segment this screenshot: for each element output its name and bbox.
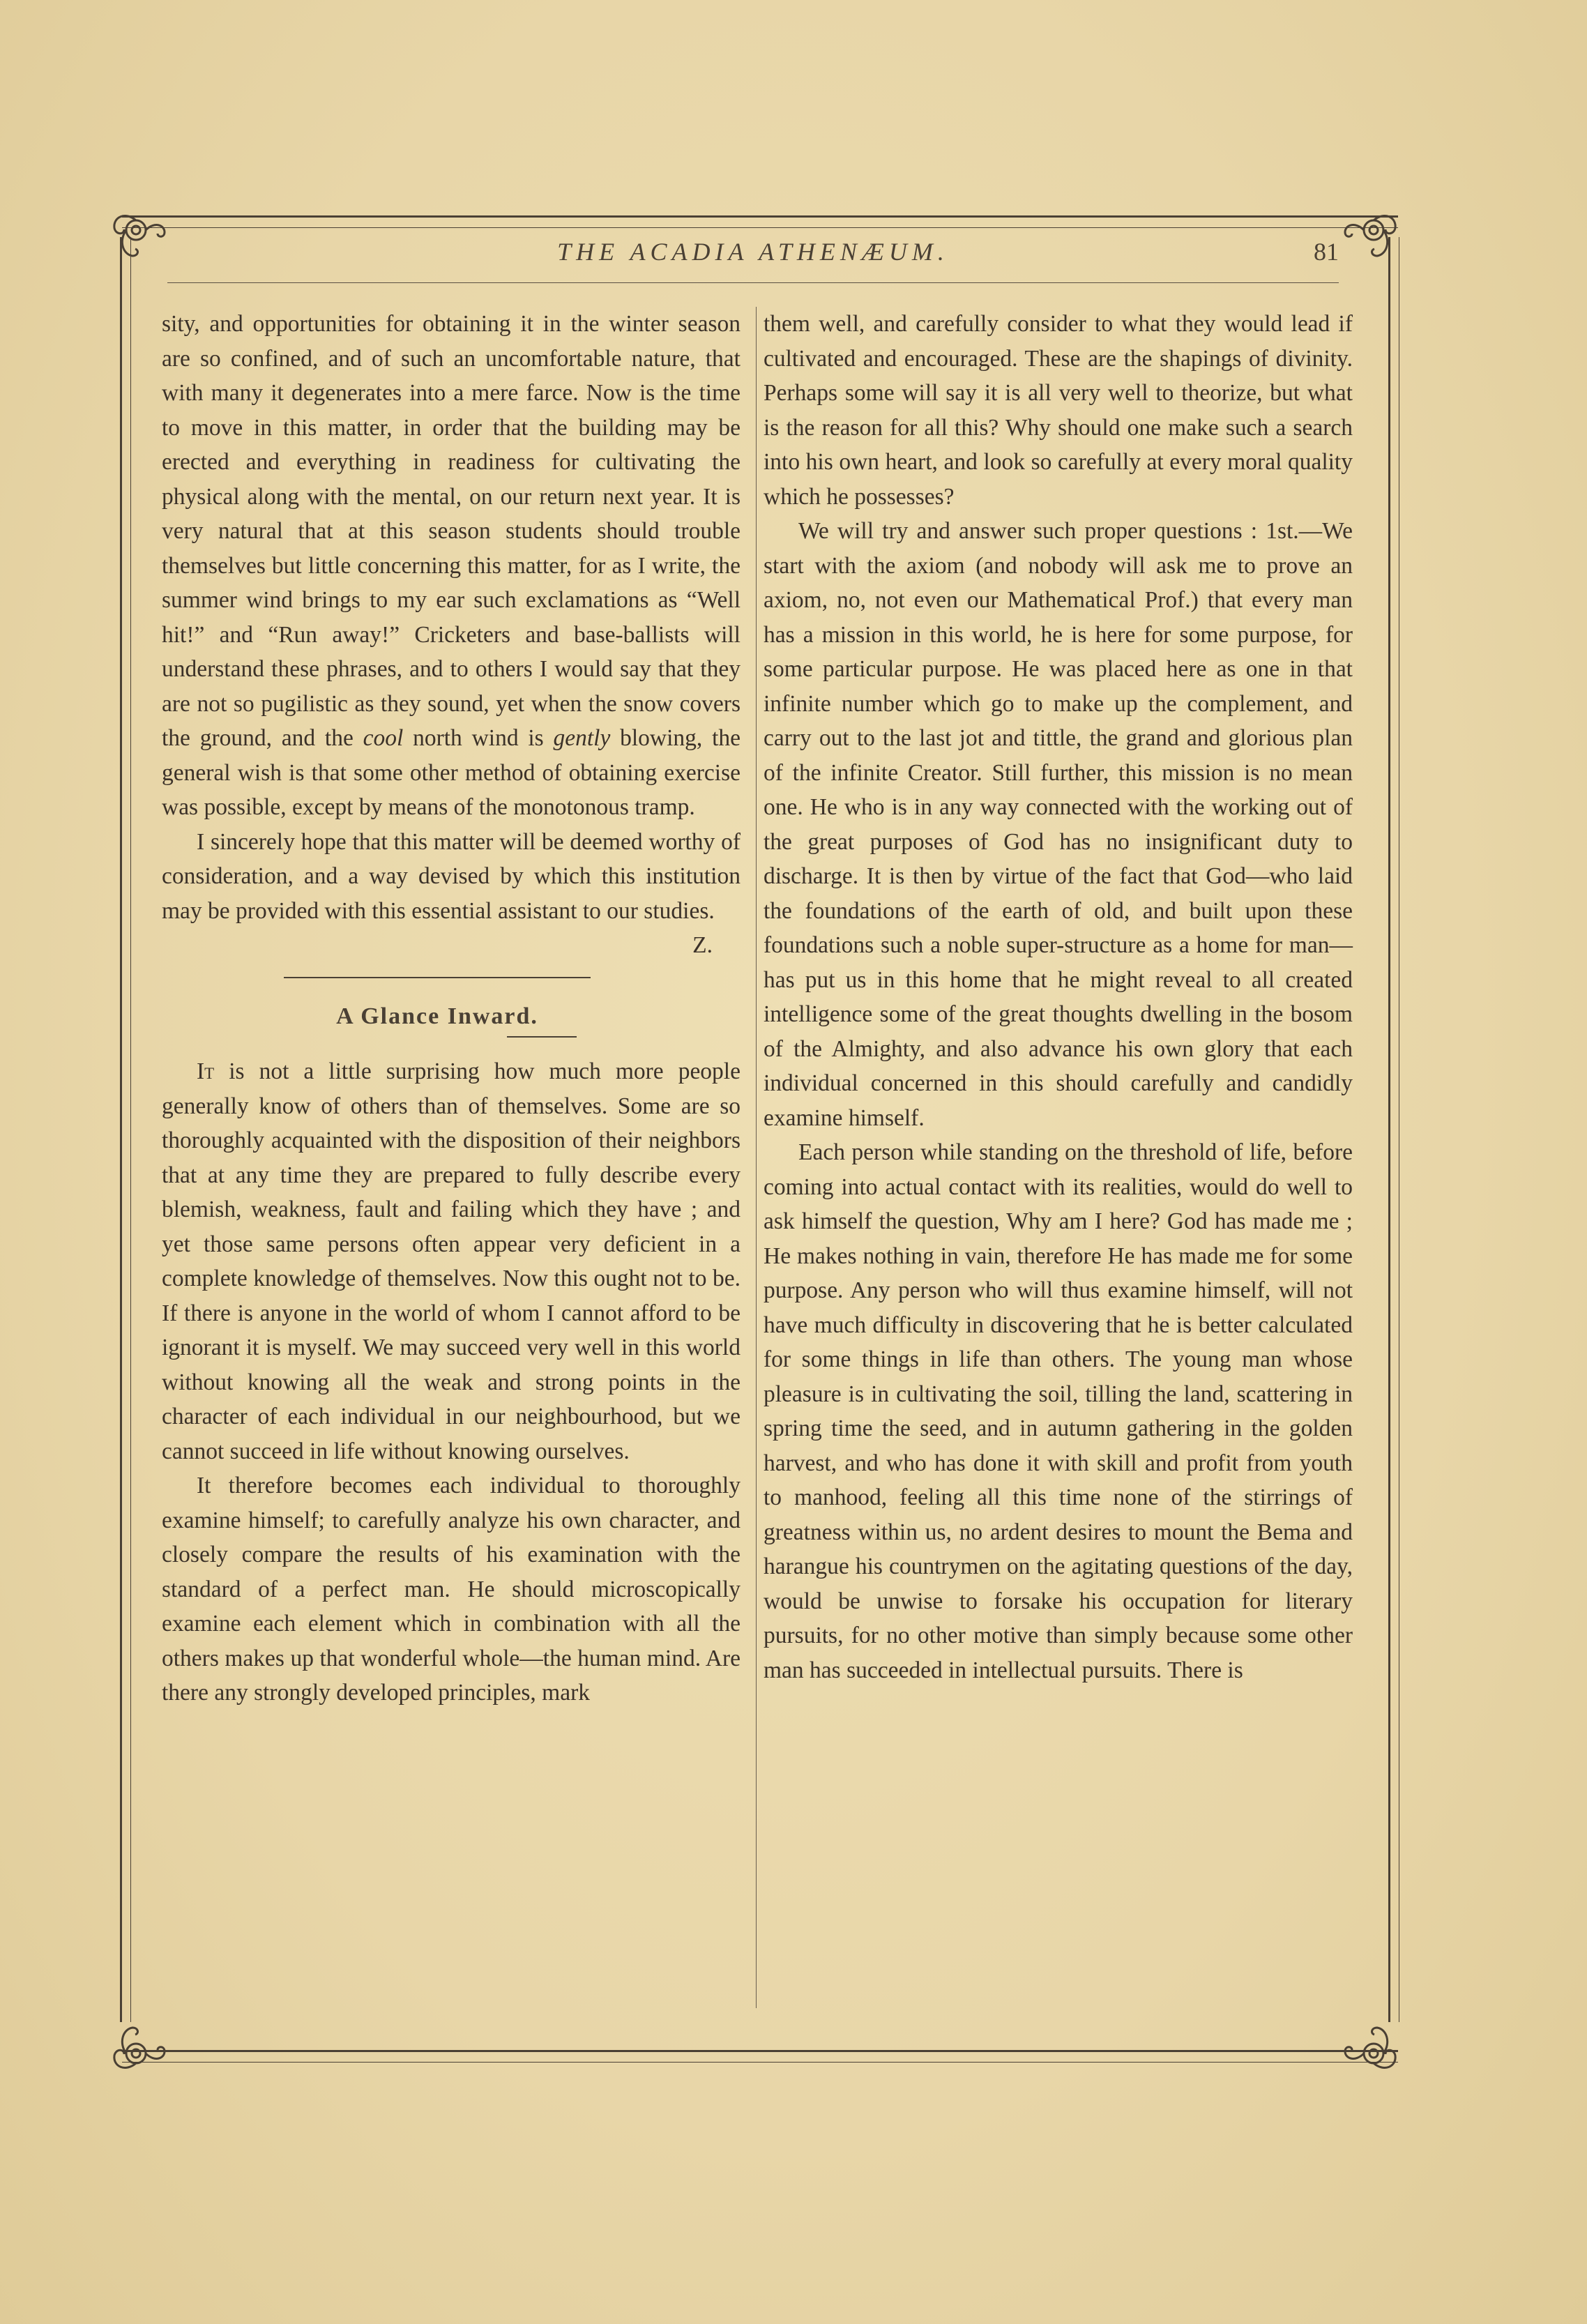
running-head	[167, 237, 1339, 269]
article-title: A Glance Inward.	[336, 1003, 538, 1029]
page-number: 81	[1314, 238, 1339, 266]
border-top	[122, 215, 1398, 228]
italic-text: gently	[553, 725, 611, 751]
border-right	[1388, 237, 1399, 2022]
paragraph: I sincerely hope that this matter will be deemed worthy of consideration, and a way devised by which this institution may be provided with this essential assistant to our studies.	[162, 828, 741, 924]
corner-ornament-icon	[1335, 192, 1412, 268]
paragraph: It therefore becomes each individual to thoroughly examine himself; to carefully analyze his own character, and closely compare the results of his examination with the standard of a perfect man. He should microscopically examine each element which in combination with all the others makes up that wonderful whole—the human mind. Are there any strongly developed principles, mark	[162, 1473, 741, 1706]
paragraph: them well, and carefully consider to what they would lead if cultivated and encouraged. These are the shapings of divinity. Perhaps some will say it is all very well to theorize, but what is the reason for all this? Why should one make such a search into his own heart, and look so carefully at every moral quality which he possesses?	[764, 311, 1353, 510]
paragraph: Each person while standing on the threshold of life, before coming into actual contact with its realities, would do well to ask himself the question, Why am I here? God has made me ; He makes nothing in vain, therefore He has made me for some purpose. Any person who will thus examine himself, will not have much difficulty in discovering that he is better calculated for some things in life than others. The young man whose pleasure is in cultivating the soil, tilling the land, scattering in spring time the seed, and in autumn gathering in the golden harvest, and who has done it with skill and profit from youth to manhood, feeling all this time none of the stirrings of greatness within us, no ardent desires to mount the Bema and harangue his countrymen on the agitating questions of the day, would be unwise to forsake his occupation for literary pursuits, for no other motive than simply because some other man has succeeded in intellectual pursuits. There is	[764, 1139, 1353, 1683]
paragraph: We will try and answer such proper questions : 1st.—We start with the axiom (and nobody will ask me to prove an axiom, no, not even our Mathematical Prof.) that every man has a mission in this world, he is here for some purpose, for some particular purpose. He was placed here as one in that infinite number which go to make up the complement, and carry out to the last jot and tittle, the grand and glorious plan of the infinite Creator. Still further, this mission is no mean one. He who is in any way connected with the working out of the great purposes of God has no insignificant duty to discharge. It is then by virtue of the fact that God—who laid the foundations of the earth of old, and built upon these foundations such a noble super-structure as a home for man—has put us in this home that he might reveal to all created intelligence some of the great thoughts dwelling in the bosom of the Almighty, and also advance his own glory that each individual concerned in this should carefully and candidly examine himself.	[764, 518, 1353, 1131]
border-left	[120, 237, 131, 2022]
paragraph	[162, 1054, 741, 1468]
column-divider	[756, 307, 757, 2008]
corner-ornament-icon	[98, 2015, 174, 2092]
corner-ornament-icon	[98, 192, 174, 268]
paragraph-text: north wind is	[403, 725, 554, 751]
paragraph-text: sity, and opportunities for obtaining it in the winter season are so confined, and of such an uncomfortable nature, that with many it degenerates into a mere farce. Now is the time to move in this matter, in order that the building may be erected and everything in readiness for cultivating the physical along with the mental, on our return next year. It is very natural that at this season students should trouble themselves but little concerning this matter, for as I write, the summer wind brings to my ear such exclamations as “Well hit!” and “Run away!” Cricketers and base-ballists will understand these phrases, and to others I would say that they are not so pugilistic as they sound, yet when the snow covers the ground, and the	[162, 311, 741, 751]
paragraph-text: is not a little surprising how much more people generally know of others than of themselves. Some are so thoroughly acquainted with the disposition of their neighbors that at any time they are prepared to fully describe every blemish, weakness, fault and failing which they have ; and yet those same persons often appear very deficient in a complete knowledge of themselves. Now this ought not to be. If there is anyone in the world of whom I cannot afford to be ignorant it is myself. We may succeed very well in this world without knowing all the weak and strong points in the character of each individual in our neighbourhood, but we cannot succeed in life without knowing ourselves.	[162, 1058, 741, 1464]
title-underline	[507, 1036, 577, 1038]
journal-title: THE ACADIA ATHENÆUM.	[557, 238, 949, 266]
paragraph	[162, 307, 741, 825]
header-rule	[167, 282, 1339, 283]
corner-ornament-icon	[1335, 2015, 1412, 2092]
drop-word: It	[197, 1058, 215, 1084]
border-bottom	[122, 2050, 1398, 2063]
left-column	[162, 307, 741, 1710]
right-column	[764, 307, 1353, 1687]
signature: Z.	[692, 932, 713, 958]
section-separator	[284, 977, 591, 978]
paragraph-text: blowing, the general wish is that some other method of obtaining exercise was possible, except by means of the monotonous tramp.	[162, 725, 741, 820]
italic-text: cool	[363, 725, 404, 751]
